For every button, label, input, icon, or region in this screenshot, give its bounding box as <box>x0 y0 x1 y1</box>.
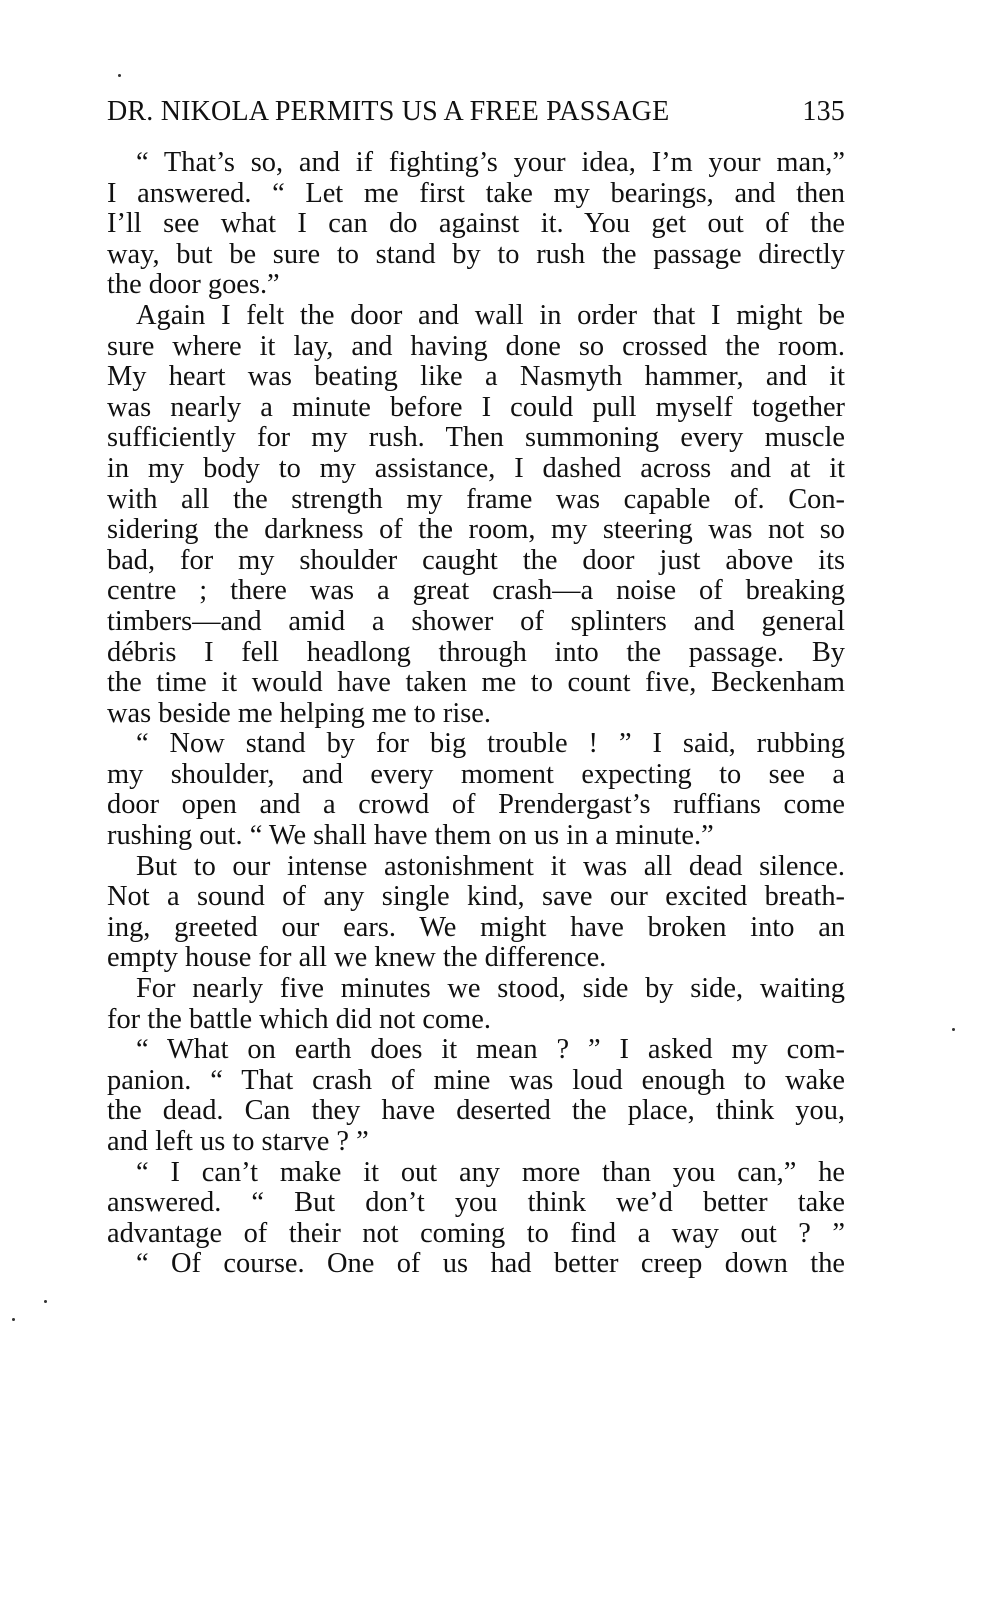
text-line: Not a sound of any single kind, save our excited breath- <box>107 881 845 913</box>
text-line: “ I can’t make it out any more than you can,” he <box>136 1156 845 1188</box>
running-title: DR. NIKOLA PERMITS US A FREE PASSAGE <box>107 96 670 127</box>
text-line: empty house for all we knew the difference. <box>107 942 607 974</box>
text-line: panion. “ That crash of mine was loud enough to wake <box>107 1064 845 1096</box>
text-line: Again I felt the door and wall in order that I might be <box>136 299 845 331</box>
text-line: advantage of their not coming to find a way out ? ” <box>107 1217 845 1249</box>
text-line: débris I fell headlong through into the passage. By <box>107 636 845 668</box>
text-line: For nearly five minutes we stood, side by side, waiting <box>136 973 845 1005</box>
page-number: 135 <box>802 96 845 127</box>
text-line: I’ll see what I can do against it. You get out of the <box>107 208 845 240</box>
text-line: I answered. “ Let me first take my bearings, and then <box>107 177 845 209</box>
text-line: door open and a crowd of Prendergast’s ruffians come <box>107 789 845 821</box>
text-line: sure where it lay, and having done so crossed the room. <box>107 330 845 362</box>
text-line: My heart was beating like a Nasmyth hammer, and it <box>107 361 845 393</box>
text-line: and left us to starve ? ” <box>107 1126 369 1157</box>
text-line: way, but be sure to stand by to rush the passage directly <box>107 238 845 270</box>
text-line: “ Of course. One of us had better creep down the <box>136 1248 845 1280</box>
text-line: rushing out. “ We shall have them on us in a minute.” <box>107 820 714 852</box>
text-line: for the battle which did not come. <box>107 1003 491 1035</box>
text-line: answered. “ But don’t you think we’d better take <box>107 1187 845 1219</box>
text-line: bad, for my shoulder caught the door just above its <box>107 544 845 576</box>
text-line: with all the strength my frame was capable of. Con- <box>107 483 845 515</box>
scan-speck <box>118 74 121 77</box>
text-line: sufficiently for my rush. Then summoning every muscle <box>107 422 845 454</box>
text-line: my shoulder, and every moment expecting to see a <box>107 758 845 790</box>
text-line: ing, greeted our ears. We might have broken into an <box>107 911 845 943</box>
scan-speck <box>952 1028 955 1031</box>
text-line: “ That’s so, and if fighting’s your idea, I’m your man,” <box>136 147 845 178</box>
text-line: in my body to my assistance, I dashed across and at it <box>107 452 845 484</box>
text-line: the time it would have taken me to count five, Beckenham <box>107 667 845 699</box>
text-line: But to our intense astonishment it was all dead silence. <box>136 850 845 882</box>
text-line: timbers—and amid a shower of splinters and general <box>107 605 845 637</box>
text-line: was nearly a minute before I could pull myself together <box>107 391 845 423</box>
scan-speck <box>12 1318 15 1321</box>
scan-speck <box>44 1300 47 1303</box>
running-header <box>107 96 845 136</box>
text-line: “ Now stand by for big trouble ! ” I said, rubbing <box>136 728 845 760</box>
text-line: “ What on earth does it mean ? ” I asked my com- <box>136 1034 845 1066</box>
text-line: was beside me helping me to rise. <box>107 697 491 729</box>
text-line: centre ; there was a great crash—a noise of breaking <box>107 575 845 607</box>
body-text <box>107 148 845 1280</box>
text-line: sidering the darkness of the room, my steering was not so <box>107 514 845 546</box>
text-line: the door goes.” <box>107 269 280 301</box>
text-line: the dead. Can they have deserted the place, think you, <box>107 1095 845 1127</box>
